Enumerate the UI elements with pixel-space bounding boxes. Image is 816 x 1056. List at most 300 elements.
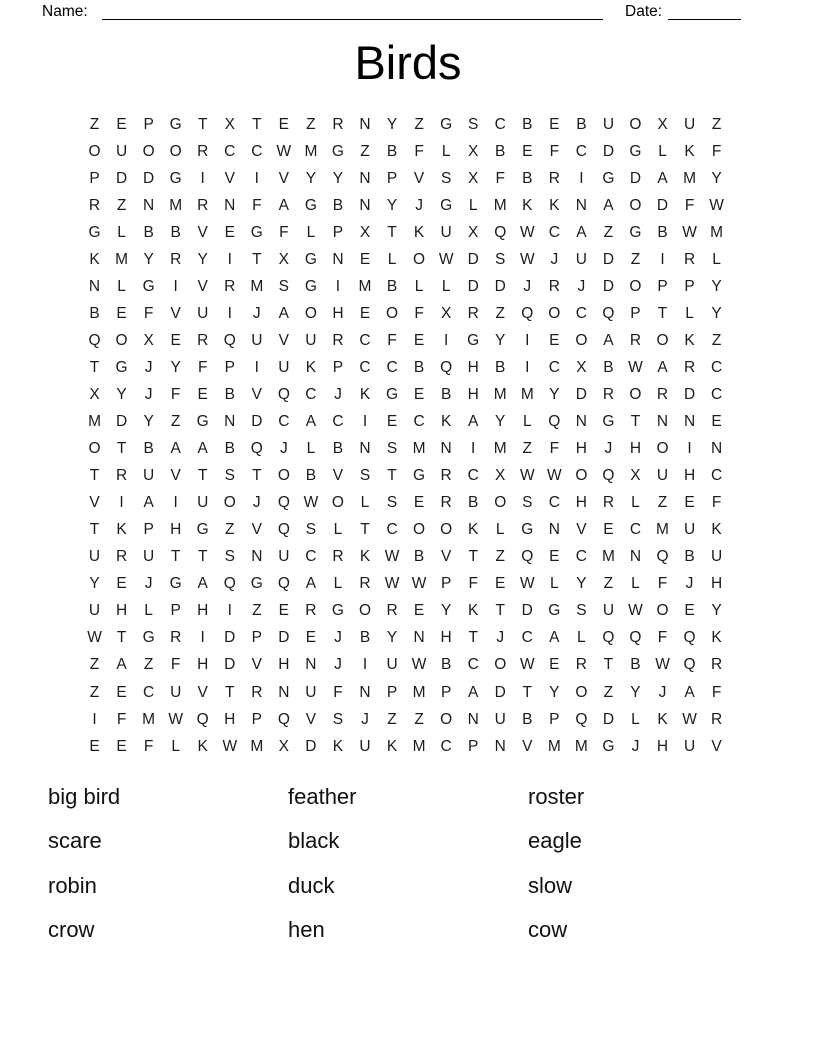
grid-cell: Q: [602, 304, 615, 322]
grid-cell: O: [656, 602, 669, 620]
grid-cell: R: [197, 142, 209, 160]
grid-cell: A: [278, 304, 290, 322]
word-grid: [81, 111, 730, 760]
grid-cell: U: [251, 331, 263, 349]
grid-cell: J: [252, 494, 261, 512]
grid-cell: Z: [603, 683, 614, 701]
grid-cell: M: [412, 683, 426, 701]
grid-cell: J: [361, 710, 369, 728]
grid-cell: V: [170, 467, 181, 485]
grid-cell: T: [89, 521, 100, 539]
grid-cell: L: [550, 575, 559, 593]
grid-cell: L: [522, 413, 532, 431]
grid-cell: G: [440, 115, 453, 133]
grid-cell: N: [656, 413, 669, 431]
grid-cell: G: [196, 413, 209, 431]
grid-cell: J: [334, 385, 342, 403]
grid-cell: T: [252, 250, 262, 268]
grid-cell: K: [116, 521, 127, 539]
grid-cell: M: [115, 250, 129, 268]
grid-cell: A: [143, 494, 154, 512]
grid-cell: Z: [657, 494, 668, 512]
grid-cell: R: [332, 548, 344, 566]
grid-cell: W: [276, 142, 292, 160]
grid-cell: R: [467, 304, 479, 322]
grid-cell: E: [684, 494, 695, 512]
grid-cell: T: [387, 467, 397, 485]
grid-cell: B: [413, 548, 425, 566]
grid-cell: A: [603, 331, 614, 349]
grid-cell: C: [467, 467, 479, 485]
grid-cell: J: [279, 440, 288, 458]
grid-cell: Z: [170, 413, 181, 431]
grid-cell: Z: [495, 548, 505, 566]
grid-cell: L: [441, 277, 451, 295]
grid-cell: B: [386, 277, 398, 295]
grid-cell: B: [143, 440, 154, 458]
grid-cell: M: [250, 277, 264, 295]
grid-cell: P: [251, 710, 262, 728]
grid-cell: O: [440, 710, 453, 728]
grid-cell: D: [494, 683, 506, 701]
grid-cell: I: [254, 169, 259, 187]
grid-cell: I: [227, 250, 232, 268]
grid-cell: F: [387, 331, 397, 349]
grid-cell: Z: [495, 304, 505, 322]
grid-cell: I: [660, 250, 665, 268]
grid-cell: E: [116, 575, 127, 593]
grid-cell: R: [602, 385, 615, 403]
grid-cell: V: [576, 521, 587, 539]
grid-cell: I: [200, 629, 205, 647]
word-list-column-1: [48, 784, 120, 961]
grid-cell: O: [440, 521, 453, 539]
grid-cell: W: [628, 358, 643, 376]
grid-cell: R: [332, 331, 344, 349]
grid-cell: Y: [305, 169, 317, 187]
grid-cell: N: [711, 440, 723, 458]
grid-cell: F: [468, 575, 478, 593]
grid-cell: B: [332, 196, 344, 214]
grid-cell: R: [440, 467, 452, 485]
grid-cell: P: [224, 358, 235, 376]
grid-cell: W: [519, 575, 535, 593]
grid-cell: G: [169, 169, 182, 187]
grid-cell: Y: [549, 385, 560, 403]
grid-cell: Q: [521, 304, 534, 322]
grid-cell: M: [547, 737, 561, 755]
grid-cell: U: [278, 358, 290, 376]
grid-cell: C: [521, 629, 533, 647]
grid-cell: P: [170, 602, 181, 620]
grid-cell: X: [576, 358, 587, 376]
grid-cell: C: [629, 521, 642, 539]
grid-cell: U: [711, 548, 723, 566]
grid-cell: O: [331, 494, 344, 512]
grid-cell: E: [684, 602, 695, 620]
grid-cell: I: [335, 277, 341, 295]
grid-cell: P: [251, 629, 262, 647]
grid-cell: W: [709, 196, 724, 214]
grid-cell: C: [548, 358, 560, 376]
grid-cell: L: [117, 277, 126, 295]
word-list: [0, 784, 816, 964]
grid-cell: P: [684, 277, 695, 295]
grid-cell: C: [548, 223, 560, 241]
grid-cell: O: [656, 440, 669, 458]
grid-cell: Q: [223, 575, 236, 593]
grid-cell: F: [549, 440, 560, 458]
grid-cell: B: [413, 358, 425, 376]
grid-cell: P: [549, 710, 560, 728]
grid-cell: Y: [495, 413, 506, 431]
grid-cell: R: [683, 358, 696, 376]
grid-cell: Y: [549, 683, 560, 701]
grid-cell: T: [170, 548, 181, 566]
grid-cell: W: [519, 467, 535, 485]
grid-cell: F: [279, 223, 289, 241]
grid-cell: D: [224, 656, 236, 674]
grid-cell: A: [576, 223, 587, 241]
grid-cell: G: [169, 115, 182, 133]
grid-cell: L: [144, 602, 153, 620]
grid-cell: O: [629, 277, 642, 295]
grid-cell: Z: [522, 440, 532, 458]
grid-cell: L: [360, 494, 370, 512]
grid-cell: C: [359, 358, 371, 376]
grid-cell: G: [331, 602, 344, 620]
grid-cell: G: [115, 358, 128, 376]
grid-cell: D: [305, 737, 317, 755]
grid-cell: Y: [197, 250, 208, 268]
grid-cell: W: [547, 467, 562, 485]
grid-cell: E: [116, 683, 127, 701]
grid-cell: S: [305, 521, 317, 539]
word-item: cow: [528, 916, 568, 942]
grid-cell: Z: [711, 115, 722, 133]
word-item: roster: [528, 784, 585, 809]
grid-cell: O: [223, 494, 236, 512]
grid-cell: E: [603, 521, 614, 539]
grid-cell: N: [575, 196, 587, 214]
grid-cell: Q: [440, 358, 453, 376]
grid-cell: B: [170, 223, 181, 241]
grid-cell: T: [89, 358, 100, 376]
grid-cell: E: [197, 385, 208, 403]
grid-cell: J: [604, 440, 613, 458]
grid-cell: W: [384, 548, 400, 566]
grid-cell: P: [143, 115, 154, 133]
grid-cell: F: [116, 710, 127, 728]
grid-cell: F: [197, 358, 208, 376]
grid-cell: B: [89, 304, 100, 322]
grid-cell: C: [494, 115, 506, 133]
grid-cell: E: [413, 385, 425, 403]
grid-cell: I: [443, 331, 449, 349]
grid-cell: N: [359, 169, 371, 187]
grid-cell: E: [711, 413, 722, 431]
grid-cell: O: [277, 467, 290, 485]
grid-cell: R: [224, 277, 236, 295]
grid-cell: P: [440, 575, 452, 593]
grid-cell: G: [548, 602, 561, 620]
grid-cell: G: [304, 250, 317, 268]
grid-cell: W: [519, 656, 535, 674]
grid-cell: F: [170, 385, 181, 403]
grid-cell: Z: [252, 602, 262, 620]
grid-cell: Q: [683, 629, 696, 647]
grid-cell: H: [575, 440, 587, 458]
grid-cell: V: [440, 548, 452, 566]
grid-cell: E: [413, 602, 425, 620]
grid-cell: O: [386, 304, 399, 322]
grid-cell: H: [575, 494, 587, 512]
grid-cell: X: [657, 115, 668, 133]
grid-cell: V: [711, 737, 722, 755]
grid-cell: S: [440, 169, 452, 187]
grid-cell: L: [577, 629, 586, 647]
word-list-column-2: [288, 784, 357, 961]
grid-cell: Q: [629, 629, 642, 647]
grid-cell: M: [656, 521, 669, 539]
grid-cell: W: [438, 250, 454, 268]
grid-cell: U: [359, 737, 371, 755]
grid-cell: E: [495, 575, 506, 593]
grid-cell: A: [468, 683, 479, 701]
grid-cell: C: [386, 358, 398, 376]
grid-cell: U: [115, 142, 128, 160]
grid-cell: O: [358, 602, 372, 620]
grid-cell: P: [440, 683, 452, 701]
grid-cell: L: [685, 304, 694, 322]
grid-cell: Z: [116, 196, 127, 214]
grid-cell: T: [387, 223, 397, 241]
word-item: slow: [528, 872, 573, 898]
grid-cell: N: [224, 196, 236, 214]
grid-cell: R: [305, 602, 317, 620]
grid-cell: D: [656, 196, 669, 214]
grid-cell: J: [523, 277, 532, 295]
grid-cell: J: [144, 575, 153, 593]
grid-cell: O: [115, 331, 128, 349]
grid-cell: D: [602, 142, 615, 160]
grid-cell: K: [711, 629, 722, 647]
grid-cell: Q: [575, 710, 588, 728]
grid-cell: E: [359, 250, 371, 268]
grid-cell: W: [87, 629, 102, 647]
grid-cell: F: [333, 683, 343, 701]
grid-cell: I: [173, 277, 178, 295]
grid-cell: C: [440, 737, 452, 755]
grid-cell: L: [414, 277, 424, 295]
grid-cell: T: [252, 115, 262, 133]
grid-cell: H: [115, 602, 128, 620]
grid-cell: U: [683, 521, 696, 539]
grid-cell: L: [631, 710, 640, 728]
grid-cell: Z: [414, 115, 424, 133]
grid-cell: N: [278, 683, 290, 701]
grid-cell: W: [519, 223, 535, 241]
grid-cell: C: [305, 548, 317, 566]
grid-cell: I: [173, 494, 178, 512]
grid-cell: L: [333, 575, 343, 593]
grid-cell: P: [630, 304, 641, 322]
grid-cell: F: [657, 629, 668, 647]
grid-cell: W: [303, 494, 319, 512]
grid-cell: T: [252, 467, 262, 485]
grid-cell: D: [467, 277, 479, 295]
grid-cell: G: [169, 575, 182, 593]
grid-cell: Q: [602, 629, 615, 647]
grid-cell: A: [170, 440, 181, 458]
grid-cell: O: [169, 142, 182, 160]
grid-cell: A: [468, 413, 479, 431]
grid-cell: L: [306, 440, 316, 458]
grid-cell: B: [468, 494, 479, 512]
grid-cell: H: [467, 385, 479, 403]
grid-cell: H: [170, 521, 182, 539]
grid-cell: K: [413, 223, 425, 241]
grid-cell: I: [92, 710, 97, 728]
grid-cell: V: [197, 683, 208, 701]
grid-cell: M: [250, 737, 264, 755]
word-list-column-3: [528, 784, 584, 961]
grid-cell: H: [278, 656, 290, 674]
grid-cell: K: [549, 196, 560, 214]
grid-cell: Z: [603, 223, 614, 241]
grid-cell: Y: [495, 331, 506, 349]
grid-cell: O: [629, 115, 642, 133]
grid-cell: X: [440, 304, 452, 322]
grid-cell: H: [197, 602, 209, 620]
grid-cell: V: [278, 169, 290, 187]
grid-cell: O: [575, 467, 588, 485]
grid-cell: P: [332, 223, 344, 241]
grid-cell: G: [142, 629, 155, 647]
grid-cell: M: [520, 385, 534, 403]
grid-cell: X: [468, 142, 479, 160]
grid-cell: D: [278, 629, 290, 647]
grid-cell: W: [655, 656, 670, 674]
grid-cell: F: [711, 142, 722, 160]
grid-cell: E: [522, 142, 533, 160]
grid-cell: S: [386, 494, 398, 512]
grid-cell: K: [657, 710, 668, 728]
grid-cell: F: [252, 196, 262, 214]
grid-cell: C: [332, 413, 344, 431]
grid-cell: K: [468, 602, 479, 620]
grid-cell: V: [522, 737, 533, 755]
grid-cell: R: [115, 548, 128, 566]
grid-cell: H: [683, 467, 696, 485]
grid-cell: X: [89, 385, 100, 403]
grid-cell: R: [88, 196, 101, 214]
grid-cell: N: [629, 548, 642, 566]
grid-cell: Z: [89, 683, 100, 701]
word-item: eagle: [528, 828, 582, 854]
grid-cell: D: [251, 413, 263, 431]
grid-cell: A: [305, 413, 317, 431]
grid-cell: C: [711, 467, 723, 485]
grid-cell: L: [658, 142, 667, 160]
grid-cell: X: [143, 331, 154, 349]
grid-cell: B: [224, 385, 235, 403]
grid-cell: Z: [89, 656, 100, 674]
grid-cell: T: [225, 683, 235, 701]
grid-cell: K: [386, 737, 398, 755]
grid-cell: R: [602, 494, 615, 512]
grid-cell: K: [440, 413, 452, 431]
grid-cell: Q: [548, 413, 561, 431]
grid-cell: N: [440, 440, 452, 458]
grid-cell: B: [332, 440, 344, 458]
grid-cell: M: [683, 169, 697, 187]
grid-cell: N: [332, 250, 344, 268]
grid-cell: V: [278, 331, 290, 349]
grid-cell: H: [711, 575, 723, 593]
grid-cell: Y: [386, 196, 398, 214]
grid-cell: I: [227, 602, 232, 620]
grid-cell: X: [224, 115, 235, 133]
grid-cell: G: [440, 196, 453, 214]
grid-cell: F: [143, 737, 154, 755]
grid-cell: Q: [196, 710, 209, 728]
grid-cell: I: [362, 656, 368, 674]
grid-cell: S: [495, 250, 506, 268]
grid-cell: U: [602, 115, 615, 133]
grid-cell: C: [548, 494, 560, 512]
grid-cell: G: [602, 737, 615, 755]
grid-cell: V: [197, 277, 208, 295]
grid-cell: J: [252, 304, 261, 322]
grid-cell: R: [359, 575, 371, 593]
grid-cell: D: [143, 169, 155, 187]
grid-cell: H: [629, 440, 642, 458]
grid-cell: H: [656, 737, 669, 755]
grid-cell: Y: [711, 169, 722, 187]
grid-cell: V: [251, 385, 262, 403]
grid-cell: L: [631, 575, 640, 593]
grid-cell: U: [143, 467, 155, 485]
grid-cell: Q: [277, 494, 290, 512]
grid-cell: N: [359, 196, 371, 214]
grid-cell: K: [468, 521, 479, 539]
grid-cell: J: [685, 575, 694, 593]
grid-cell: R: [386, 602, 398, 620]
grid-cell: I: [254, 358, 259, 376]
grid-cell: L: [631, 494, 640, 512]
grid-cell: I: [525, 331, 530, 349]
grid-cell: N: [224, 413, 236, 431]
grid-cell: R: [170, 250, 182, 268]
grid-cell: Q: [602, 467, 615, 485]
grid-cell: E: [413, 331, 425, 349]
grid-cell: E: [413, 494, 425, 512]
grid-cell: G: [467, 331, 480, 349]
grid-cell: Y: [440, 602, 452, 620]
grid-cell: R: [115, 467, 128, 485]
grid-cell: J: [334, 629, 342, 647]
grid-cell: F: [170, 656, 181, 674]
grid-cell: M: [142, 710, 156, 728]
grid-cell: M: [493, 385, 507, 403]
grid-cell: I: [471, 440, 476, 458]
grid-cell: P: [657, 277, 668, 295]
grid-cell: G: [250, 223, 263, 241]
grid-cell: K: [359, 385, 371, 403]
grid-cell: B: [522, 710, 533, 728]
grid-cell: D: [575, 385, 587, 403]
